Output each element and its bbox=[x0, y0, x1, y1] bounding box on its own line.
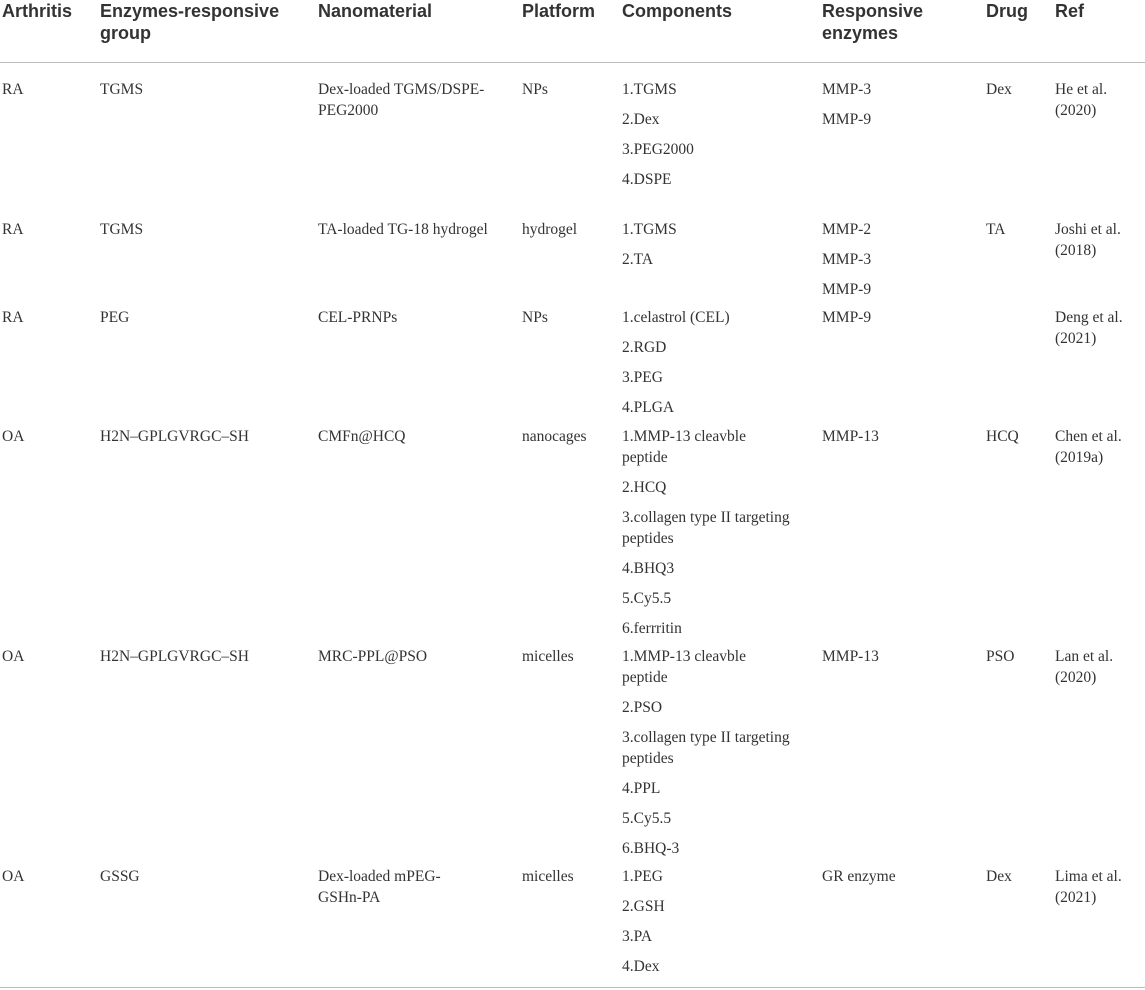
cell-arthritis-text: OA bbox=[2, 868, 25, 885]
cell-nanomaterial bbox=[318, 307, 397, 328]
cell-arthritis bbox=[2, 426, 24, 447]
cell-enzymes-group-text: H2N–GPLGVRGC–SH bbox=[100, 428, 249, 445]
cell-components-item-text: 2.GSH bbox=[622, 898, 665, 915]
cell-enzymes-group bbox=[100, 866, 140, 887]
cell-components-item bbox=[622, 139, 694, 160]
cell-ref bbox=[1055, 426, 1122, 468]
cell-components-item-text: 1.TGMS bbox=[622, 221, 677, 238]
cell-components-item-text: 1.PEG bbox=[622, 868, 663, 885]
cell-nanomaterial bbox=[318, 866, 441, 908]
cell-components-item-text: 4.PLGA bbox=[622, 399, 675, 416]
cell-drug-text: Dex bbox=[986, 868, 1012, 885]
cell-components-item bbox=[622, 79, 677, 100]
cell-responsive-enzymes-item bbox=[822, 646, 879, 667]
header-text: Enzymes-responsive bbox=[100, 1, 280, 21]
header-text: Arthritis bbox=[2, 1, 73, 21]
cell-ref bbox=[1055, 646, 1113, 688]
cell-nanomaterial-text: CEL-PRNPs bbox=[318, 309, 398, 326]
bottom-rule bbox=[0, 987, 1145, 988]
cell-components-item-text: peptides bbox=[622, 750, 674, 767]
cell-platform-text: NPs bbox=[522, 81, 548, 98]
cell-arthritis-text: OA bbox=[2, 648, 25, 665]
cell-components-item-text: 2.HCQ bbox=[622, 479, 667, 496]
header-text: enzymes bbox=[822, 23, 899, 43]
cell-platform-text: micelles bbox=[522, 868, 574, 885]
cell-responsive-enzymes-item-text: GR enzyme bbox=[822, 868, 896, 885]
cell-arthritis-text: RA bbox=[2, 81, 24, 98]
cell-components-item bbox=[622, 477, 666, 498]
cell-ref-text: Deng et al. bbox=[1055, 309, 1123, 326]
cell-nanomaterial-text: GSHn-PA bbox=[318, 889, 381, 906]
cell-components-item bbox=[622, 866, 663, 887]
cell-enzymes-group bbox=[100, 79, 143, 100]
cell-platform-text: hydrogel bbox=[522, 221, 578, 238]
header-responsive-enzymes bbox=[822, 0, 923, 44]
cell-nanomaterial bbox=[318, 79, 484, 121]
cell-nanomaterial-text: TA-loaded TG-18 hydrogel bbox=[318, 221, 488, 238]
cell-platform-text: nanocages bbox=[522, 428, 587, 445]
cell-components-item-text: 4.Dex bbox=[622, 958, 660, 975]
cell-responsive-enzymes-item bbox=[822, 279, 871, 300]
cell-enzymes-group-text: TGMS bbox=[100, 221, 144, 238]
header-components bbox=[622, 0, 732, 22]
cell-components-item-text: 6.BHQ-3 bbox=[622, 840, 680, 857]
cell-ref-text: He et al. bbox=[1055, 81, 1108, 98]
cell-components-item-text: 4.PPL bbox=[622, 780, 661, 797]
cell-enzymes-group-text: H2N–GPLGVRGC–SH bbox=[100, 648, 249, 665]
cell-nanomaterial-text: Dex-loaded TGMS/DSPE- bbox=[318, 81, 485, 98]
header-text: Ref bbox=[1055, 1, 1085, 21]
cell-drug bbox=[986, 219, 1005, 240]
cell-nanomaterial bbox=[318, 219, 488, 240]
cell-drug bbox=[986, 426, 1019, 447]
cell-components-item-text: peptides bbox=[622, 530, 674, 547]
cell-platform bbox=[522, 866, 574, 887]
cell-components-item bbox=[622, 337, 666, 358]
cell-components-item-text: 2.PSO bbox=[622, 699, 663, 716]
cell-ref-text: (2018) bbox=[1055, 242, 1097, 259]
cell-platform bbox=[522, 426, 587, 447]
cell-ref-text: (2021) bbox=[1055, 330, 1097, 347]
cell-components-item bbox=[622, 109, 659, 130]
cell-responsive-enzymes-item-text: MMP-2 bbox=[822, 221, 872, 238]
cell-drug bbox=[986, 866, 1012, 887]
cell-ref-text: Lima et al. bbox=[1055, 868, 1122, 885]
cell-components-item bbox=[622, 896, 665, 917]
header-text: group bbox=[100, 23, 151, 43]
cell-responsive-enzymes-item-text: MMP-9 bbox=[822, 281, 872, 298]
cell-nanomaterial bbox=[318, 426, 406, 447]
cell-drug bbox=[986, 79, 1012, 100]
cell-components-item-text: 3.collagen type II targeting bbox=[622, 729, 790, 746]
header-arthritis bbox=[2, 0, 72, 22]
cell-ref bbox=[1055, 866, 1122, 908]
header-ref bbox=[1055, 0, 1084, 22]
header-text: Responsive bbox=[822, 1, 924, 21]
cell-enzymes-group-text: PEG bbox=[100, 309, 130, 326]
cell-components-item-text: 1.MMP-13 cleavble bbox=[622, 648, 746, 665]
cell-ref-text: (2019a) bbox=[1055, 449, 1104, 466]
cell-enzymes-group bbox=[100, 426, 249, 447]
cell-nanomaterial bbox=[318, 646, 427, 667]
table-header bbox=[0, 0, 1145, 63]
header-text: Components bbox=[622, 1, 732, 21]
cell-enzymes-group-text: TGMS bbox=[100, 81, 144, 98]
cell-components-item-text: 1.TGMS bbox=[622, 81, 677, 98]
cell-components-item-text: 4.DSPE bbox=[622, 171, 672, 188]
cell-platform-text: micelles bbox=[522, 648, 574, 665]
cell-drug-text: PSO bbox=[986, 648, 1015, 665]
cell-components-item bbox=[622, 558, 674, 579]
cell-arthritis-text: OA bbox=[2, 428, 25, 445]
cell-responsive-enzymes-item-text: MMP-9 bbox=[822, 309, 872, 326]
cell-responsive-enzymes-item-text: MMP-3 bbox=[822, 81, 872, 98]
cell-nanomaterial-text: MRC-PPL@PSO bbox=[318, 648, 428, 665]
cell-components-item bbox=[622, 307, 730, 328]
cell-drug bbox=[986, 646, 1014, 667]
cell-enzymes-group bbox=[100, 219, 143, 240]
cell-components-item bbox=[622, 367, 663, 388]
cell-components-item bbox=[622, 588, 671, 609]
cell-responsive-enzymes-item-text: MMP-13 bbox=[822, 648, 879, 665]
cell-components-item-text: 6.ferrritin bbox=[622, 620, 682, 637]
cell-responsive-enzymes-item bbox=[822, 249, 871, 270]
cell-platform-text: NPs bbox=[522, 309, 548, 326]
cell-ref-text: Joshi et al. bbox=[1055, 221, 1121, 238]
cell-components-item bbox=[622, 426, 746, 468]
cell-components-item bbox=[622, 618, 682, 639]
cell-components-item bbox=[622, 169, 672, 190]
header-text: Drug bbox=[986, 1, 1028, 21]
cell-arthritis bbox=[2, 646, 24, 667]
cell-components-item bbox=[622, 646, 746, 688]
cell-responsive-enzymes-item bbox=[822, 109, 871, 130]
cell-ref bbox=[1055, 79, 1107, 121]
cell-components-item bbox=[622, 838, 679, 859]
cell-components-item-text: 2.RGD bbox=[622, 339, 667, 356]
cell-ref-text: (2021) bbox=[1055, 889, 1097, 906]
cell-nanomaterial-text: CMFn@HCQ bbox=[318, 428, 406, 445]
cell-components-item-text: 3.PEG bbox=[622, 369, 663, 386]
cell-components-item-text: 3.PEG2000 bbox=[622, 141, 694, 158]
header-platform bbox=[522, 0, 595, 22]
cell-enzymes-group-text: GSSG bbox=[100, 868, 140, 885]
cell-arthritis bbox=[2, 866, 24, 887]
cell-enzymes-group bbox=[100, 307, 129, 328]
cell-components-item-text: 5.Cy5.5 bbox=[622, 590, 672, 607]
cell-responsive-enzymes-item bbox=[822, 307, 871, 328]
cell-arthritis-text: RA bbox=[2, 309, 24, 326]
cell-responsive-enzymes-item-text: MMP-13 bbox=[822, 428, 879, 445]
cell-platform bbox=[522, 79, 548, 100]
cell-responsive-enzymes-item bbox=[822, 426, 879, 447]
cell-arthritis bbox=[2, 307, 24, 328]
cell-nanomaterial-text: PEG2000 bbox=[318, 102, 379, 119]
cell-components-item-text: 1.celastrol (CEL) bbox=[622, 309, 730, 326]
cell-components-item-text: 3.PA bbox=[622, 928, 653, 945]
cell-components-item bbox=[622, 808, 671, 829]
cell-ref-text: Chen et al. bbox=[1055, 428, 1122, 445]
header-drug bbox=[986, 0, 1028, 22]
cell-platform bbox=[522, 307, 548, 328]
cell-drug-text: TA bbox=[986, 221, 1006, 238]
cell-components-item bbox=[622, 397, 674, 418]
cell-ref bbox=[1055, 307, 1123, 349]
cell-arthritis bbox=[2, 79, 24, 100]
cell-components-item bbox=[622, 926, 652, 947]
cell-components-item bbox=[622, 507, 790, 549]
cell-components-item-text: 2.Dex bbox=[622, 111, 660, 128]
cell-components-item bbox=[622, 727, 790, 769]
cell-components-item-text: peptide bbox=[622, 669, 668, 686]
header-enzymes-group bbox=[100, 0, 279, 44]
cell-responsive-enzymes-item bbox=[822, 866, 896, 887]
cell-drug-text: HCQ bbox=[986, 428, 1019, 445]
cell-components-item-text: 4.BHQ3 bbox=[622, 560, 675, 577]
cell-components-item bbox=[622, 219, 677, 240]
cell-arthritis bbox=[2, 219, 24, 240]
cell-enzymes-group bbox=[100, 646, 249, 667]
cell-ref-text: (2020) bbox=[1055, 669, 1097, 686]
cell-responsive-enzymes-item-text: MMP-3 bbox=[822, 251, 872, 268]
cell-components-item bbox=[622, 956, 659, 977]
cell-ref-text: Lan et al. bbox=[1055, 648, 1114, 665]
cell-components-item-text: 3.collagen type II targeting bbox=[622, 509, 790, 526]
cell-nanomaterial-text: Dex-loaded mPEG- bbox=[318, 868, 441, 885]
header-nanomaterial bbox=[318, 0, 432, 22]
header-text: Platform bbox=[522, 1, 596, 21]
cell-responsive-enzymes-item-text: MMP-9 bbox=[822, 111, 872, 128]
cell-responsive-enzymes-item bbox=[822, 219, 871, 240]
header-text: Nanomaterial bbox=[318, 1, 433, 21]
cell-arthritis-text: RA bbox=[2, 221, 24, 238]
cell-platform bbox=[522, 219, 577, 240]
cell-components-item-text: 1.MMP-13 cleavble bbox=[622, 428, 746, 445]
cell-responsive-enzymes-item bbox=[822, 79, 871, 100]
cell-drug-text: Dex bbox=[986, 81, 1012, 98]
cell-components-item-text: 5.Cy5.5 bbox=[622, 810, 672, 827]
cell-ref bbox=[1055, 219, 1121, 261]
cell-platform bbox=[522, 646, 574, 667]
cell-components-item bbox=[622, 249, 653, 270]
cell-ref-text: (2020) bbox=[1055, 102, 1097, 119]
cell-components-item bbox=[622, 697, 662, 718]
cell-components-item-text: peptide bbox=[622, 449, 668, 466]
cell-components-item-text: 2.TA bbox=[622, 251, 654, 268]
cell-components-item bbox=[622, 778, 660, 799]
